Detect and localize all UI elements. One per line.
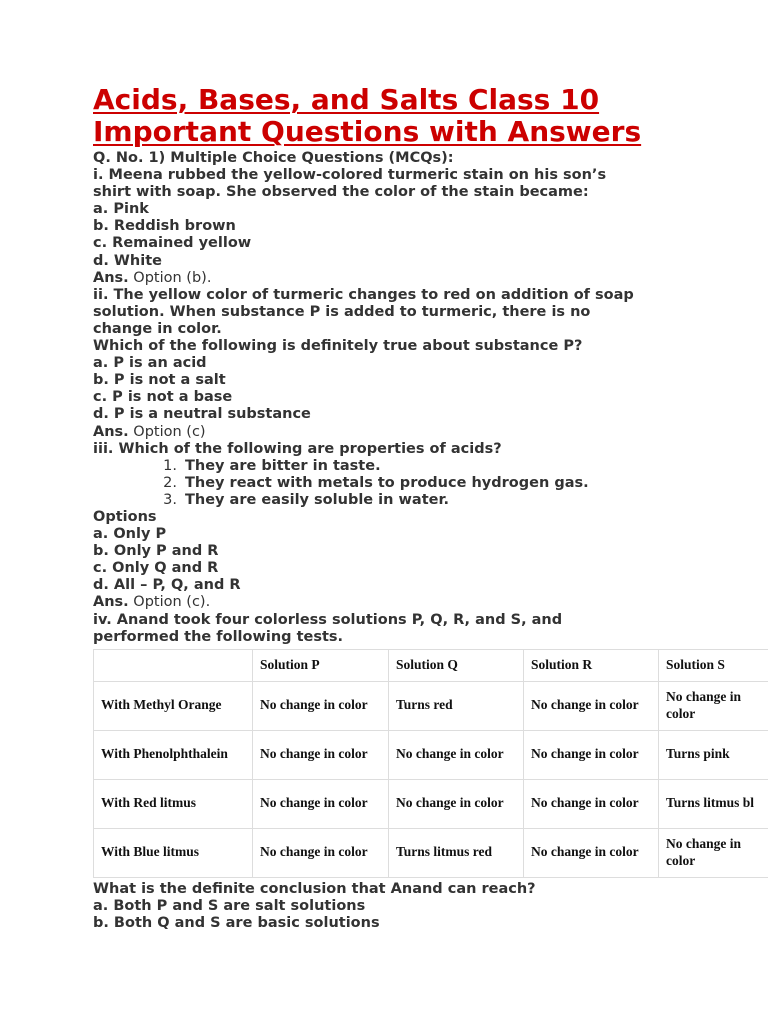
table-cell: Turns pink [659,730,768,779]
title-line-2: Important Questions with Answers [93,115,642,148]
table-cell: No change in color [524,828,659,877]
q4-text-line: iv. Anand took four colorless solutions P, Q, R, and S, and [93,611,563,628]
q2-text-line: solution. When substance P is added to turmeric, there is no [93,303,591,320]
table-cell: No change in color [659,681,768,730]
q3-option: c. Only Q and R [93,560,219,577]
q2-text-line: ii. The yellow color of turmeric changes to red on addition of soap [93,286,634,303]
page-title [93,84,768,148]
list-text: They are easily soluble in water. [185,491,450,508]
table-cell: No change in color [253,828,389,877]
list-number: 3. [163,491,177,508]
table-cell: With Methyl Orange [94,681,253,730]
q2-answer [93,424,768,441]
q2-option: a. P is an acid [93,355,207,372]
q1-option: c. Remained yellow [93,235,252,252]
answer-text: Option (c) [128,423,206,440]
q2-text-line: Which of the following is definitely true about substance P? [93,338,583,355]
table-row [94,730,768,779]
list-text: They are bitter in taste. [185,457,381,474]
list-number: 2. [163,474,177,491]
table-cell: No change in color [253,730,389,779]
table-cell: With Phenolphthalein [94,730,253,779]
list-item [93,492,768,509]
answer-text: Option (b). [128,269,212,286]
table-row [94,681,768,730]
q1-text-line: shirt with soap. She observed the color of the stain became: [93,184,589,201]
list-number: 1. [163,457,177,474]
q1-option: b. Reddish brown [93,218,236,235]
q2-text-line: change in color. [93,320,222,337]
answer-label: Ans. [93,423,129,440]
table-cell: No change in color [524,779,659,828]
list-item [93,475,768,492]
table-cell: No change in color [253,681,389,730]
list-text: They react with metals to produce hydrogen gas. [185,474,589,491]
table-cell: No change in color [659,828,768,877]
q4-option: a. Both P and S are salt solutions [93,897,366,914]
q2-option: c. P is not a base [93,389,233,406]
q1-text-line: i. Meena rubbed the yellow-colored turmeric stain on his son’s [93,167,607,184]
q3-option: b. Only P and R [93,543,219,560]
section-heading: Q. No. 1) Multiple Choice Questions (MCQs): [93,150,454,166]
table-row [94,779,768,828]
table-header-cell: Solution P [253,649,389,681]
table-cell: No change in color [524,730,659,779]
properties-list [93,458,768,509]
table-cell: No change in color [389,730,524,779]
table-cell: No change in color [389,779,524,828]
q3-option: d. All – P, Q, and R [93,577,241,594]
answer-label: Ans. [93,269,129,286]
q3-answer [93,594,768,611]
table-cell: No change in color [253,779,389,828]
table-cell: No change in color [524,681,659,730]
table-header-cell: Solution R [524,649,659,681]
table-cell: Turns red [389,681,524,730]
q3-option: a. Only P [93,526,167,543]
table-row [94,828,768,877]
q1-option: d. White [93,252,162,269]
table-header-cell: Solution Q [389,649,524,681]
table-cell: With Red litmus [94,779,253,828]
tests-table [93,649,768,878]
q4-text-line: performed the following tests. [93,628,344,645]
table-cell: Turns litmus red [389,828,524,877]
options-heading: Options [93,508,157,525]
q1-option: a. Pink [93,201,149,218]
q4-question: What is the definite conclusion that Anand can reach? [93,880,536,897]
q4-option: b. Both Q and S are basic solutions [93,914,380,931]
list-item [93,458,768,475]
q2-option: d. P is a neutral substance [93,406,311,423]
answer-label: Ans. [93,594,129,611]
q1-answer [93,270,768,287]
table-header-cell: Solution S [659,649,768,681]
table-cell: Turns litmus bl [659,779,768,828]
answer-text: Option (c). [128,594,211,611]
q2-option: b. P is not a salt [93,372,226,389]
table-cell: With Blue litmus [94,828,253,877]
table-header-row [94,649,768,681]
document [93,84,768,932]
q3-text-line: iii. Which of the following are properties of acids? [93,440,502,457]
table-header-cell [94,649,253,681]
title-line-1: Acids, Bases, and Salts Class 10 [93,83,600,116]
